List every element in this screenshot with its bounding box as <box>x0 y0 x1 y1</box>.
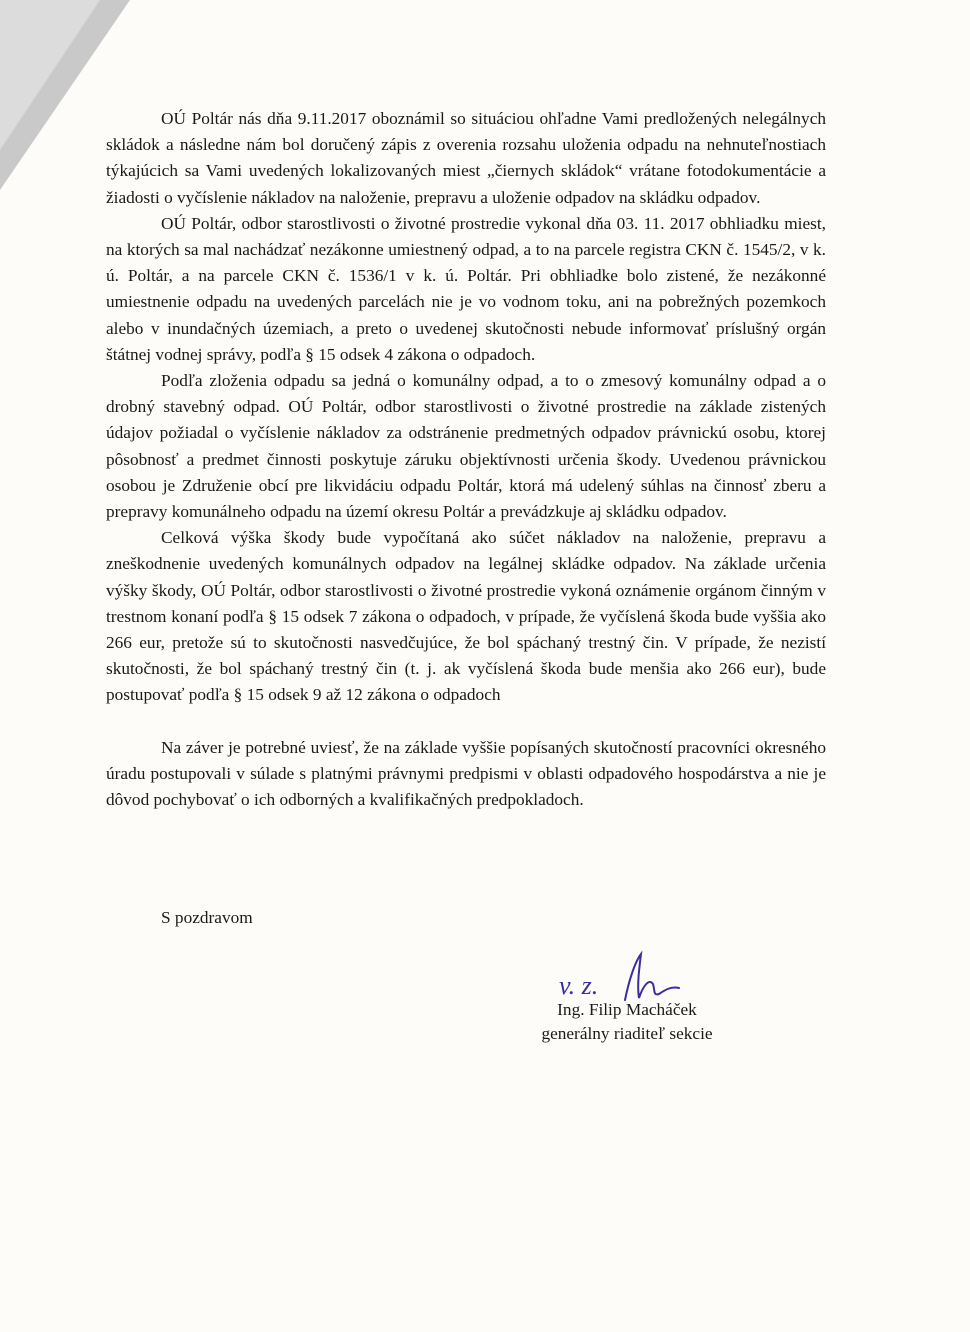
paragraph-4: Celková výška škody bude vypočítaná ako súčet nákladov na naloženie, prepravu a zneškodnenie uvedených komunálnych odpadov na legálnej skládke odpadov. Na základe určenia výšky škody, OÚ Poltár, odbor starostlivosti o životné prostredie vykoná oznámenie orgánom činným v trestnom konaní podľa § 15 odsek 7 zákona o odpadoch, v prípade, že vyčíslená škoda bude vyššia ako 266 eur, pretože sú to skutočnosti nasvedčujúce, že bol spáchaný trestný čin. V prípade, že nezistí skutočnosti, že bol spáchaný trestný čin (t. j. ak vyčíslená škoda bude menšia ako 266 eur), bude postupovať podľa § 15 odsek 9 až 12 zákona o odpadoch <box>106 528 826 705</box>
letter-body <box>106 106 826 813</box>
signature-initials: v. z. <box>559 971 599 1000</box>
paragraph-2: OÚ Poltár, odbor starostlivosti o životné prostredie vykonal dňa 03. 11. 2017 obhliadku miest, na ktorých sa mal nachádzať nezákonne umiestnený odpad, a to na parcele registra CKN č. 1545/2, v k. ú. Poltár, a na parcele CKN č. 1536/1 v k. ú. Poltár. Pri obhliadke bolo zistené, že nezákonné umiestnenie odpadu na uvedených parcelách nie je vo vodnom toku, ani na pobrežných pozemkoch alebo v inundačných územiach, a preto o uvedenej skutočnosti nebude informovať príslušný orgán štátnej vodnej správy, podľa § 15 odsek 4 zákona o odpadoch. <box>106 213 826 364</box>
greeting: S pozdravom <box>161 908 253 927</box>
paragraph-5: Na záver je potrebné uviesť, že na základe vyššie popísaných skutočností pracovníci okresného úradu postupovali v súlade s platnými právnymi predpismi v oblasti odpadového hospodárstva a nie je dôvod pochybovať o ich odborných a kvalifikačných predpokladoch. <box>106 737 826 810</box>
signature-stroke <box>625 954 679 1000</box>
paragraph-1: OÚ Poltár nás dňa 9.11.2017 oboznámil so situáciou ohľadne Vami predložených nelegálnych skládok a následne nám bol doručený zápis z overenia rozsahu uloženia odpadu na nehnuteľnostiach týkajúcich sa Vami uvedených lokalizovaných miest „čiernych skládok“ vrátane fotodokumentácie a žiadosti o vyčíslenie nákladov na naloženie, prepravu a uloženie odpadov na skládku odpadov. <box>106 109 826 207</box>
signatory-name: Ing. Filip Macháček <box>557 1000 697 1019</box>
signatory-title: generálny riaditeľ sekcie <box>541 1024 713 1043</box>
folded-corner-inner <box>0 0 100 150</box>
paragraph-3: Podľa zloženia odpadu sa jedná o komunálny odpad, a to o zmesový komunálny odpad a o drobný stavebný odpad. OÚ Poltár, odbor starostlivosti o životné prostredie na základe zistených údajov požiadal o vyčíslenie nákladov za odstránenie predmetných odpadov právnickú osobu, ktorej pôsobnosť a predmet činnosti poskytuje záruku objektívnosti určenia škody. Uvedenou právnickou osobou je Združenie obcí pre likvidáciu odpadu Poltár, ktorá má udelený súhlas na činnosť zberu a prepravy komunálneho odpadu na území okresu Poltár a prevádzkuje aj skládku odpadov. <box>106 371 826 522</box>
signature-block <box>527 998 727 1046</box>
